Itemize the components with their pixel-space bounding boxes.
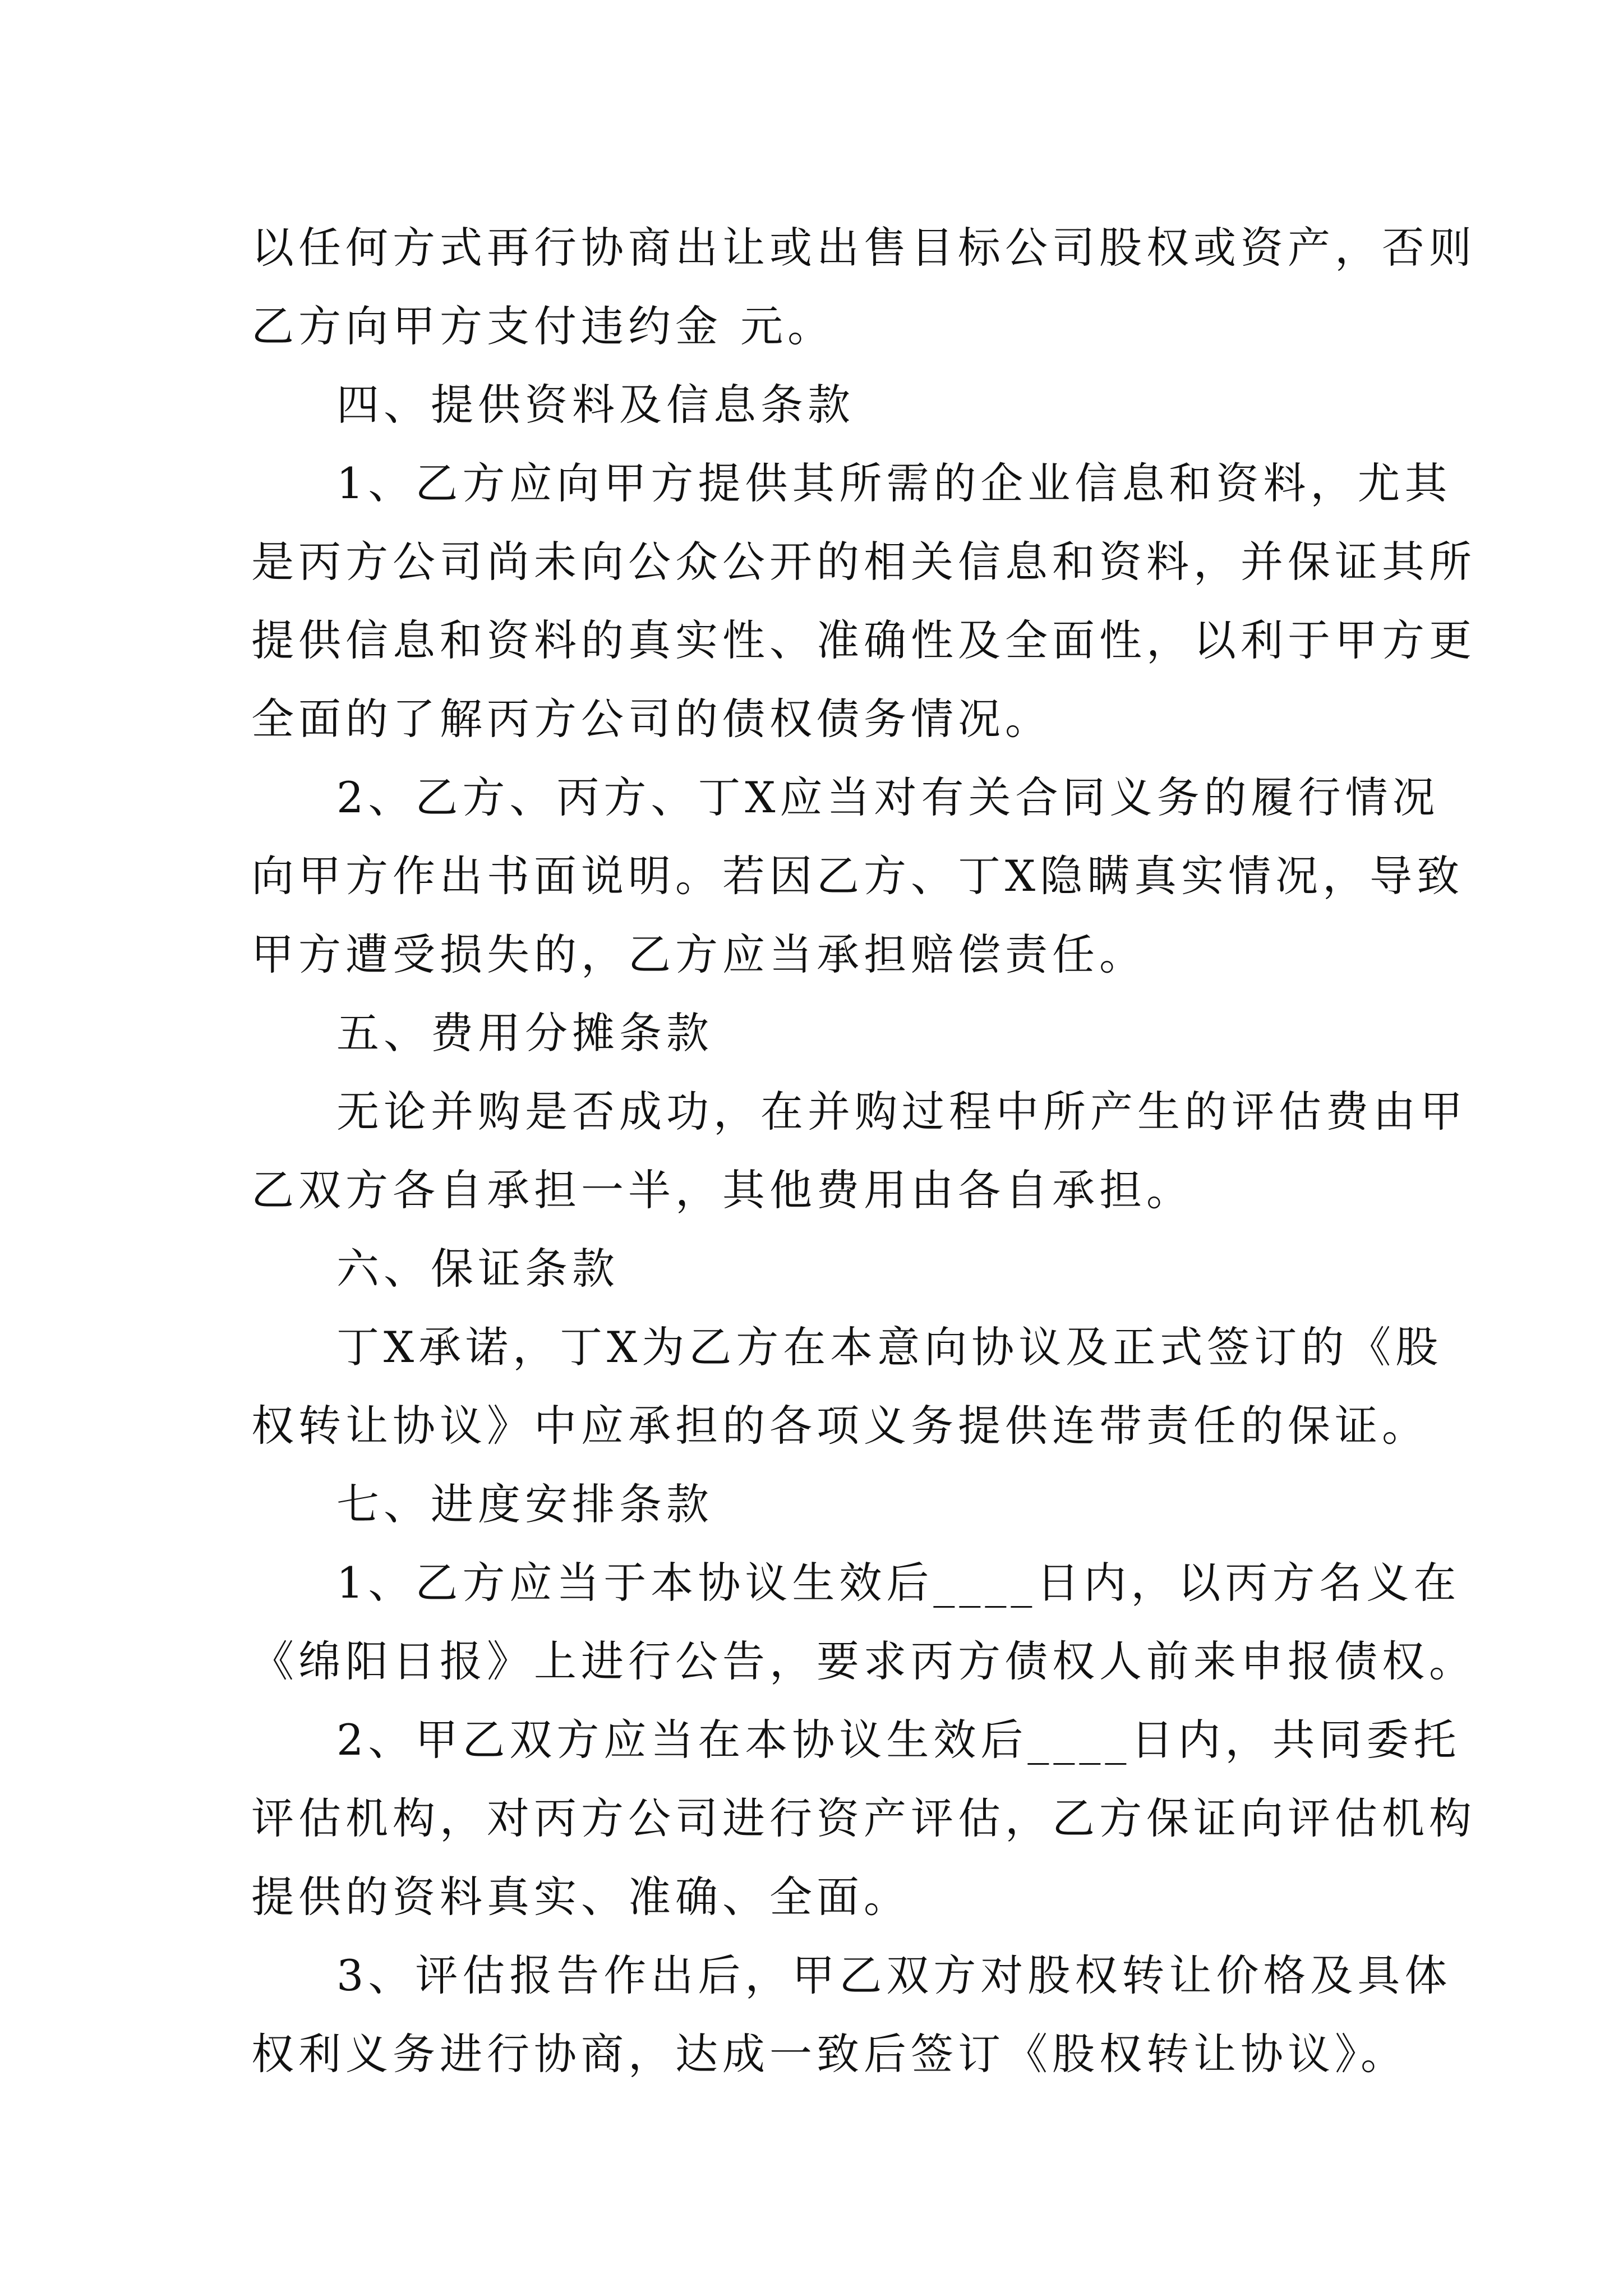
text-line: 甲方遭受损失的，乙方应当承担赔偿责任。 — [251, 930, 1146, 979]
text-line: 乙双方各自承担一半，其他费用由各自承担。 — [251, 1165, 1193, 1215]
section-heading: 六、保证条款 — [336, 1244, 619, 1294]
text-line: 评估机构，对丙方公司进行资产评估，乙方保证向评估机构 — [251, 1793, 1476, 1843]
text-line: 2、甲乙双方应当在本协议生效后____日内，共同委托 — [336, 1715, 1461, 1765]
text-line: 乙方向甲方支付违约金 元。 — [251, 301, 835, 351]
text-line: 3、评估报告作出后，甲乙双方对股权转让价格及具体 — [336, 1950, 1452, 2000]
text-line: 无论并购是否成功，在并购过程中所产生的评估费由甲 — [336, 1087, 1467, 1137]
document-body — [251, 209, 1476, 2093]
text-line: 权利义务进行协商，达成一致后签订《股权转让协议》。 — [251, 2029, 1408, 2079]
section-heading: 四、提供资料及信息条款 — [336, 380, 855, 430]
text-line: 2、乙方、丙方、丁X应当对有关合同义务的履行情况 — [336, 772, 1440, 822]
text-line: 《绵阳日报》上进行公告，要求丙方债权人前来申报债权。 — [251, 1636, 1476, 1686]
text-line: 以任何方式再行协商出让或出售目标公司股权或资产，否则 — [251, 223, 1476, 273]
text-line: 权转让协议》中应承担的各项义务提供连带责任的保证。 — [251, 1401, 1429, 1451]
text-line: 全面的了解丙方公司的债权债务情况。 — [251, 694, 1052, 744]
text-line: 提供的资料真实、准确、全面。 — [251, 1872, 911, 1922]
text-line: 丁X承诺，丁X为乙方在本意向协议及正式签订的《股 — [336, 1322, 1443, 1372]
text-line: 1、乙方应向甲方提供其所需的企业信息和资料，尤其 — [336, 458, 1452, 508]
section-heading: 五、费用分摊条款 — [336, 1008, 713, 1058]
text-line: 提供信息和资料的真实性、准确性及全面性，以利于甲方更 — [251, 615, 1476, 665]
text-line: 向甲方作出书面说明。若因乙方、丁X隐瞒真实情况，导致 — [251, 851, 1464, 901]
text-line: 1、乙方应当于本协议生效后____日内，以丙方名义在 — [336, 1558, 1461, 1608]
section-heading: 七、进度安排条款 — [336, 1479, 713, 1529]
text-line: 是丙方公司尚未向公众公开的相关信息和资料，并保证其所 — [251, 537, 1476, 587]
